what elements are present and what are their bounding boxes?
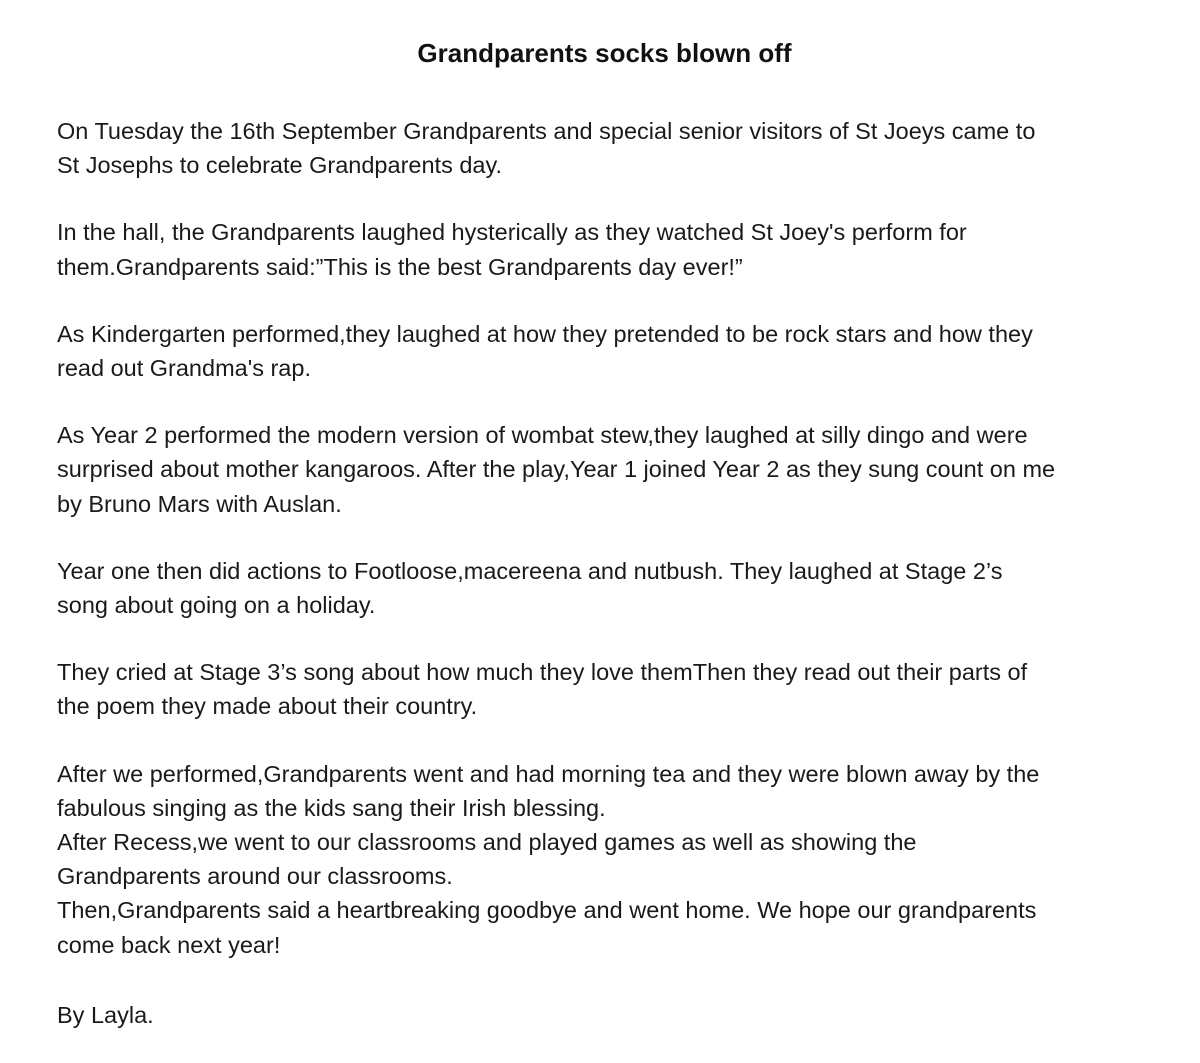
document-body [57,114,1167,962]
paragraph: As Kindergarten performed,they laughed at how they pretended to be rock stars and how they read out Grandma's rap. [57,320,1033,382]
paragraph: As Year 2 performed the modern version of wombat stew,they laughed at silly dingo and were surprised about mother kangaroos. After the play,Year 1 joined Year 2 as they sung count on me by Bruno Mars with Auslan. [57,422,1056,517]
paragraph: They cried at Stage 3’s song about how much they love themThen they read out their parts of the poem they made about their country. [57,659,1028,720]
paragraph: Year one then did actions to Footloose,macereena and nutbush. They laughed at Stage 2’s song about going on a holiday. [57,557,1003,619]
paragraph: On Tuesday the 16th September Grandparents and special senior visitors of St Joeys came to St Josephs to celebrate Grandparents day. [57,118,1036,179]
paragraph: In the hall, the Grandparents laughed hysterically as they watched St Joey's perform for them.Grandparents said:”This is the best Grandparents day ever!” [57,219,967,280]
document [57,0,1167,1028]
paragraph: After we performed,Grandparents went and had morning tea and they were blown away by the fabulous singing as the kids sang their Irish blessing. [57,760,1040,821]
paragraph: After Recess,we went to our classrooms and played games as well as showing the Grandparents around our classrooms. [57,829,917,890]
author-signoff: By Layla. [57,1002,154,1028]
document-title: Grandparents socks blown off [417,38,792,68]
paragraph: Then,Grandparents said a heartbreaking goodbye and went home. We hope our grandparents come back next year! [57,897,1037,958]
